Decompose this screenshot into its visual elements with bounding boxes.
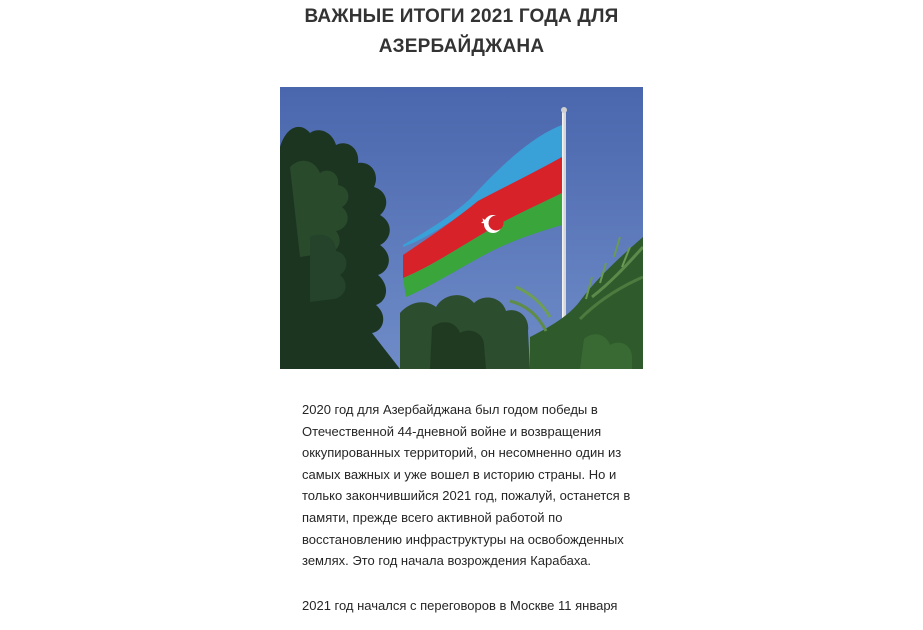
hero-image [280,87,643,369]
page-title [0,2,923,62]
article-body [302,399,632,630]
title-line-1: ВАЖНЫЕ ИТОГИ 2021 ГОДА ДЛЯ [304,6,619,27]
article-paragraph-2: 2021 год начался с переговоров в Москве 11 января [302,597,618,613]
flag-photo [280,87,643,369]
title-line-2: АЗЕРБАЙДЖАНА [378,36,545,57]
article-paragraph-1: 2020 год для Азербайджана был годом победы в Отечественной 44-дневной войне и возвращения оккупированных территорий, он несомненно один из самых важных и уже вошел в историю страны. Но и только закончившийся 2021 год, пожалуй, останется в памяти, прежде всего активной работой по восстановлению инфраструктуры на освобожденных землях. Это год начала возрождения Карабаха. [302,402,631,569]
